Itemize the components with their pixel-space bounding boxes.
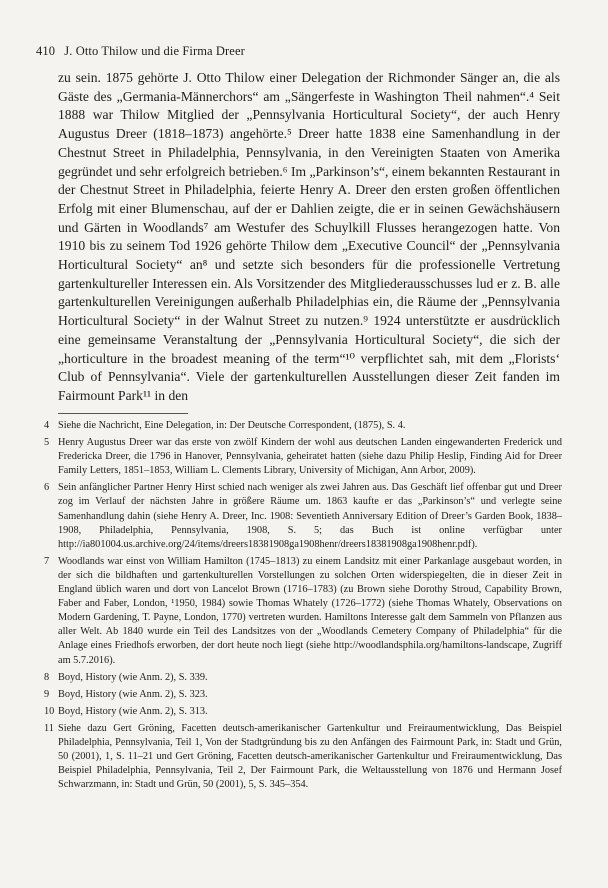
- footnotes: [44, 419, 562, 795]
- footnote: [44, 555, 562, 668]
- body-text: [58, 69, 560, 406]
- footnote-text: Boyd, History (wie Anm. 2), S. 339.: [58, 671, 208, 683]
- running-title: J. Otto Thilow und die Firma Dreer: [64, 44, 245, 58]
- page-number: 410: [36, 44, 56, 58]
- footnote-number: 10: [44, 705, 55, 717]
- footnote-number: 7: [44, 555, 50, 567]
- footnote-number: 9: [44, 688, 50, 700]
- footnote-separator: [58, 413, 188, 414]
- footnote-number: 11: [44, 722, 54, 734]
- running-head: [36, 44, 245, 59]
- footnote-number: 4: [44, 420, 50, 431]
- footnote-text: Henry Augustus Dreer war das erste von zwölf Kindern der wohl aus deutschen Landen eingewanderten Frederick und Fredericka Dreer, die 1796 in Hanover, Pennsylvania, geheiratet hatten (siehe dazu Philip Heslip, Finding Aid for Dreer Family Letters, 1851–1853, William L. Clements Library, University of Michigan, Ann Arbor, 2009).: [58, 437, 562, 477]
- footnote: [44, 436, 562, 478]
- footnote-text: Woodlands war einst von William Hamilton (1745–1813) zu einem Landsitz mit einer Parkanlage ausgebaut worden, in der sich die bildhaften und gartenkulturellen Vorstellungen zu solchen Orten widerspiegelten, die in dieser Zeit in England üblich waren und dort von Lancelot Brown (1716–1783) (zu Brown siehe Dorothy Stroud, Capability Brown, Faber and Faber, London, ¹1950, 1984) sowie Thomas Whately (1726–1772) (siehe Thomas Whately, Observations on Modern Gardening, T. Payne, London, 1770) vertreten wurden. Hamiltons Interesse galt dem Sammeln von Pflanzen aus aller Welt. Ab 1840 wurde ein Teil des Landsitzes von der „Woodlands Cemetery Company of Philadelphia“ für die Anlage eines Friedhofs erworben, der dort heute noch liegt (siehe http://woodlandsphila.org/hamiltons-landscape, Zugriff am 5.7.2016).: [58, 555, 562, 666]
- footnote-number: 6: [44, 482, 50, 494]
- footnote-text: Boyd, History (wie Anm. 2), S. 323.: [58, 688, 208, 700]
- footnote: [44, 419, 562, 433]
- main-paragraph: zu sein. 1875 gehörte J. Otto Thilow einer Delegation der Richmonder Sänger an, die als Gäste des „Germania-Männerchors“ am „Sängerfeste in Washington Theil nahmen“.⁴ Seit 1888 war Thilow Mitglied der „Pennsylvania Horticultural Society“, der auch Henry Augustus Dreer (1818–1873) angehörte.⁵ Dreer hatte 1838 eine Samenhandlung in der Chestnut Street in Philadelphia, Pennsylvania, in den Vereinigten Staaten von Amerika gegründet und sehr erfolgreich betrieben.⁶ Im „Parkinson’s“, einem bekannten Restaurant in der Chestnut Street in Philadelphia, feierte Henry A. Dreer den ersten großen öffentlichen Erfolg mit einer Blumenschau, auf der er Dahlien zeigte, die er in seinen Gewächshäusern und Gärten in Woodlands⁷ am Westufer des Schuylkill Flusses herangezogen hatte. Von 1910 bis zu seinem Tod 1926 gehörte Thilow dem „Executive Council“ der „Pennsylvania Horticultural Society“ an⁸ und setzte sich besonders für die professionelle Vertretung gartenkultureller Interessen ein. Als Vorsitzender des Mitgliederausschusses lud er z. B. alle gartenkulturellen Vereinigungen außerhalb Philadelphias ein, die Räume der „Pennsylvania Horticultural Society“ in der Walnut Street zu nutzen.⁹ 1924 unterstützte er ausdrücklich eine gemeinsame Veranstaltung der „Pennsylvania Horticultural Society“, die sich der „horticulture in the broadest meaning of the term“¹⁰ verpflichtet sah, mit dem „Florists‘ Club of Pennsylvania“. Viele der gartenkulturellen Ausstellungen dieser Zeit fanden im Fairmount Park¹¹ in den: [58, 70, 560, 403]
- footnote: [44, 688, 562, 702]
- footnote-number: 8: [44, 671, 50, 683]
- footnote: [44, 671, 562, 685]
- footnote: [44, 722, 562, 792]
- footnote-text: Siehe die Nachricht, Eine Delegation, in: Der Deutsche Correspondent, (1875), S. 4.: [58, 420, 406, 431]
- footnote: [44, 481, 562, 551]
- footnote-number: 5: [44, 437, 50, 449]
- footnote: [44, 705, 562, 719]
- footnote-text: Boyd, History (wie Anm. 2), S. 313.: [58, 705, 208, 717]
- footnote-text: Siehe dazu Gert Gröning, Facetten deutsch-amerikanischer Gartenkultur und Freiraumentwicklung, Das Beispiel Philadelphia, Pennsylvania, Teil 1, Von der Stadtgründung bis zu den Anfängen des Fairmount Park, in: Stadt und Grün, 50 (2001), 1, S. 11–21 und Gert Gröning, Facetten deutsch-amerikanischer Gartenkultur und Freiraumentwicklung, Das Beispiel Philadelphia, Pennsylvania, Teil 2, Der Fairmount Park, die Weltausstellung von 1876 und Hermann Josef Schwarzmann, in: Stadt und Grün, 50 (2001), 5, S. 345–354.: [58, 722, 562, 791]
- footnote-text: Sein anfänglicher Partner Henry Hirst schied nach weniger als zwei Jahren aus. Das Geschäft lief offenbar gut und Dreer zog im Verlauf der nächsten Jahre in größere Räume um. 1863 kaufte er das „Parkinson’s“ und verlegte seine Samenhandlung dahin (siehe Henry A. Dreer, Inc. 1908: Seventieth Anniversary Edition of Dreer’s Garden Book, 1838–1908, Philadelphia, Pennsylvania, 1908, S. 5; das Buch ist online verfügbar unter http://ia801004.us.archive.org/24/items/dreers18381908ga1908henr/dreers18381908ga1908henr.pdf).: [58, 482, 562, 550]
